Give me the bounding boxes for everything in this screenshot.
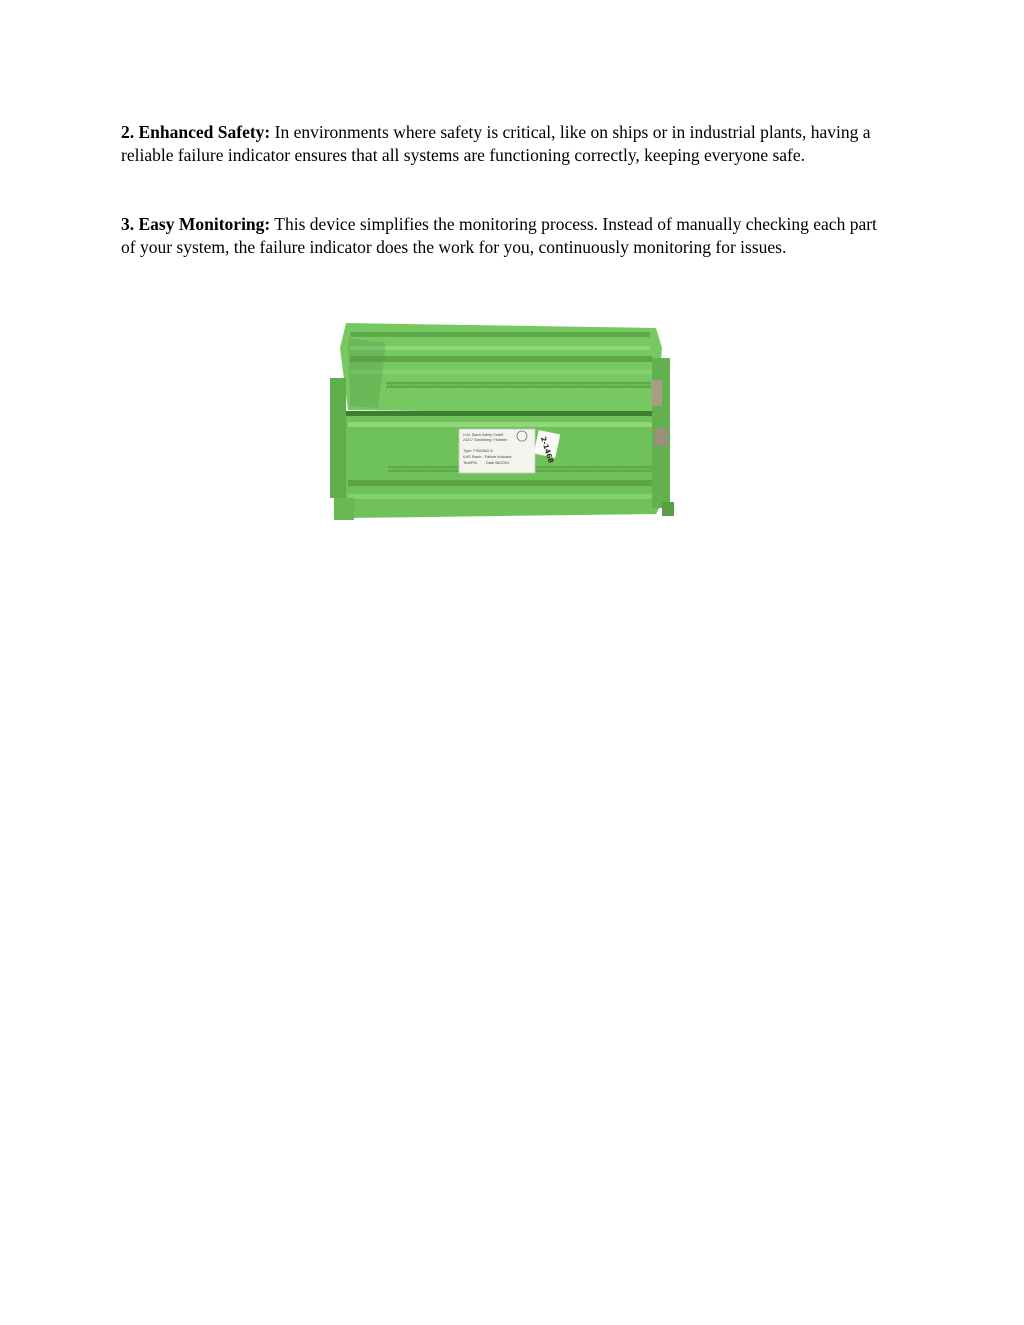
paragraph-enhanced-safety [121,121,891,168]
paragraph-heading: 3. Easy Monitoring: [121,214,271,234]
paragraph-easy-monitoring [121,213,891,260]
housing-ridge [348,480,660,486]
label-line: Type: FI002842 A [463,449,493,453]
label-line: KAS Stach - Failure indicator [463,455,512,459]
housing-ridge [350,356,652,362]
paragraph-heading: 2. Enhanced Safety: [121,122,271,142]
housing-ridge [348,494,660,499]
housing-seam [344,411,660,416]
label-line: Date 08/2004 [486,461,509,465]
label-line: H.M. Stach Safety GmbH [463,433,504,437]
failure-indicator-photo [326,318,684,524]
housing-ridge [350,370,652,374]
left-end-cap [330,378,346,498]
metal-clip [654,428,668,446]
handwritten-number: 2-1468 [538,435,555,465]
label-line: 24217 Schönberg / Holstein [463,438,508,442]
housing-ridge [350,332,650,337]
metal-clip [652,380,662,406]
paragraph-body: This device simplifies the monitoring process. Instead of manually checking each part of your system, the failure indicator does the work for you, continuously monitoring for issues. [121,214,877,258]
housing-ridge [348,422,658,427]
failure-indicator-illustration [326,318,684,524]
left-mount-foot [334,498,354,520]
paragraph-body: In environments where safety is critical, like on ships or in industrial plants, having a reliable failure indicator ensures that all systems are functioning correctly, keeping everyone safe. [121,122,871,166]
housing-ridge [350,346,650,350]
label-line: Test/Pfü. [463,461,478,465]
right-mount-foot [662,502,674,516]
